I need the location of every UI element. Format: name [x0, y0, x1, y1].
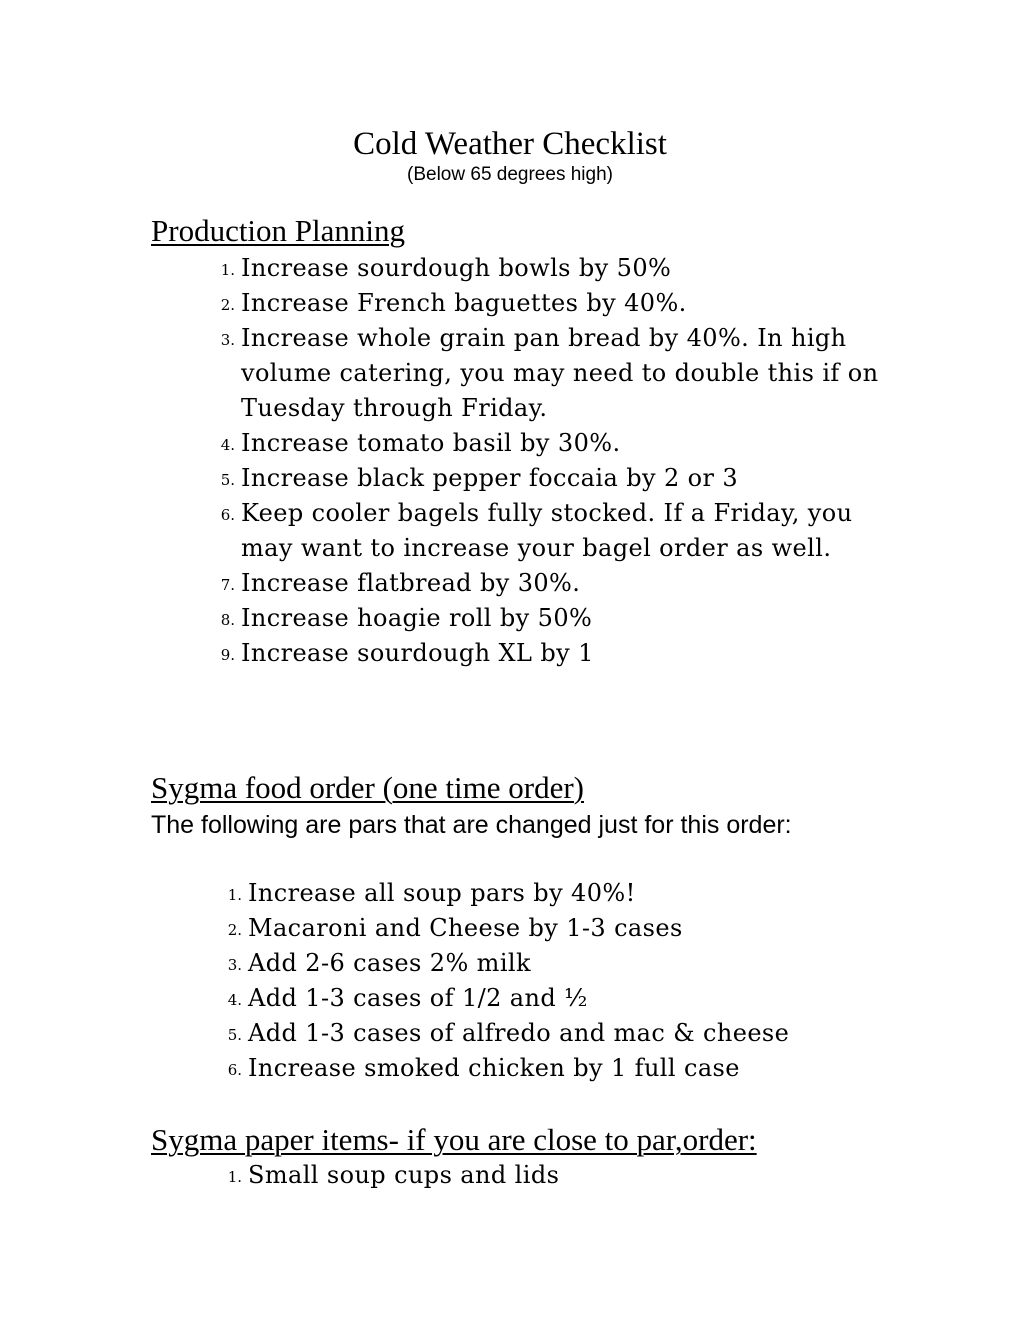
sygma-paper-items-list: [227, 1158, 888, 1193]
list-item-text: Add 1-3 cases of alfredo and mac & cheese: [248, 1019, 790, 1047]
list-item: [227, 911, 888, 946]
list-item-number: 6.: [220, 506, 235, 524]
sygma-food-order-list: [227, 876, 888, 1086]
list-item: [220, 286, 881, 321]
sygma-paper-items-heading: Sygma paper items- if you are close to par,order:: [151, 1122, 757, 1157]
list-item-text: Increase flatbread by 30%.: [241, 569, 581, 597]
list-item-number: 6.: [227, 1061, 242, 1079]
list-item-number: 7.: [220, 576, 235, 594]
list-item-number: 3.: [220, 331, 235, 349]
list-item-number: 4.: [227, 991, 242, 1009]
list-item-number: 8.: [220, 611, 235, 629]
list-item-number: 5.: [227, 1026, 242, 1044]
list-item: [227, 1016, 888, 1051]
list-item-number: 4.: [220, 436, 235, 454]
list-item: [220, 426, 881, 461]
list-item: [227, 981, 888, 1016]
list-item-number: 3.: [227, 956, 242, 974]
list-item: [220, 601, 881, 636]
list-item-text: Add 2-6 cases 2% milk: [248, 949, 531, 977]
list-item-number: 2.: [220, 296, 235, 314]
list-item: [220, 321, 881, 426]
list-item-text: Add 1-3 cases of 1/2 and ½: [248, 984, 588, 1012]
list-item: [227, 876, 888, 911]
list-item-text: Small soup cups and lids: [248, 1161, 560, 1189]
page-subtitle: (Below 65 degrees high): [407, 164, 613, 185]
sygma-food-order-intro: The following are pars that are changed just for this order:: [151, 811, 792, 839]
page-title: Cold Weather Checklist: [353, 126, 667, 162]
list-item-text: Increase whole grain pan bread by 40%. In high volume catering, you may need to double this if on Tuesday through Friday.: [241, 324, 879, 422]
list-item-text: Keep cooler bagels fully stocked. If a Friday, you may want to increase your bagel order as well.: [241, 499, 853, 562]
list-item-number: 1.: [220, 261, 235, 279]
list-item: [227, 1051, 888, 1086]
list-item-number: 2.: [227, 921, 242, 939]
list-item: [220, 496, 881, 566]
list-item-number: 1.: [227, 886, 242, 904]
list-item: [220, 636, 881, 671]
list-item-text: Macaroni and Cheese by 1-3 cases: [248, 914, 683, 942]
list-item-text: Increase French baguettes by 40%.: [241, 289, 687, 317]
list-item-text: Increase all soup pars by 40%!: [248, 879, 636, 907]
list-item-text: Increase tomato basil by 30%.: [241, 429, 621, 457]
production-planning-heading: Production Planning: [151, 213, 406, 248]
list-item-text: Increase smoked chicken by 1 full case: [248, 1054, 740, 1082]
list-item-text: Increase sourdough XL by 1: [241, 639, 594, 667]
list-item-number: 1.: [227, 1168, 242, 1186]
sygma-food-order-heading: Sygma food order (one time order): [151, 770, 585, 805]
list-item: [220, 461, 881, 496]
list-item-number: 5.: [220, 471, 235, 489]
list-item-text: Increase hoagie roll by 50%: [241, 604, 593, 632]
list-item: [227, 946, 888, 981]
list-item-text: Increase black pepper foccaia by 2 or 3: [241, 464, 739, 492]
list-item-number: 9.: [220, 646, 235, 664]
list-item: [220, 566, 881, 601]
list-item: [227, 1158, 888, 1193]
list-item: [220, 251, 881, 286]
list-item-text: Increase sourdough bowls by 50%: [241, 254, 672, 282]
production-planning-list: [220, 251, 881, 671]
